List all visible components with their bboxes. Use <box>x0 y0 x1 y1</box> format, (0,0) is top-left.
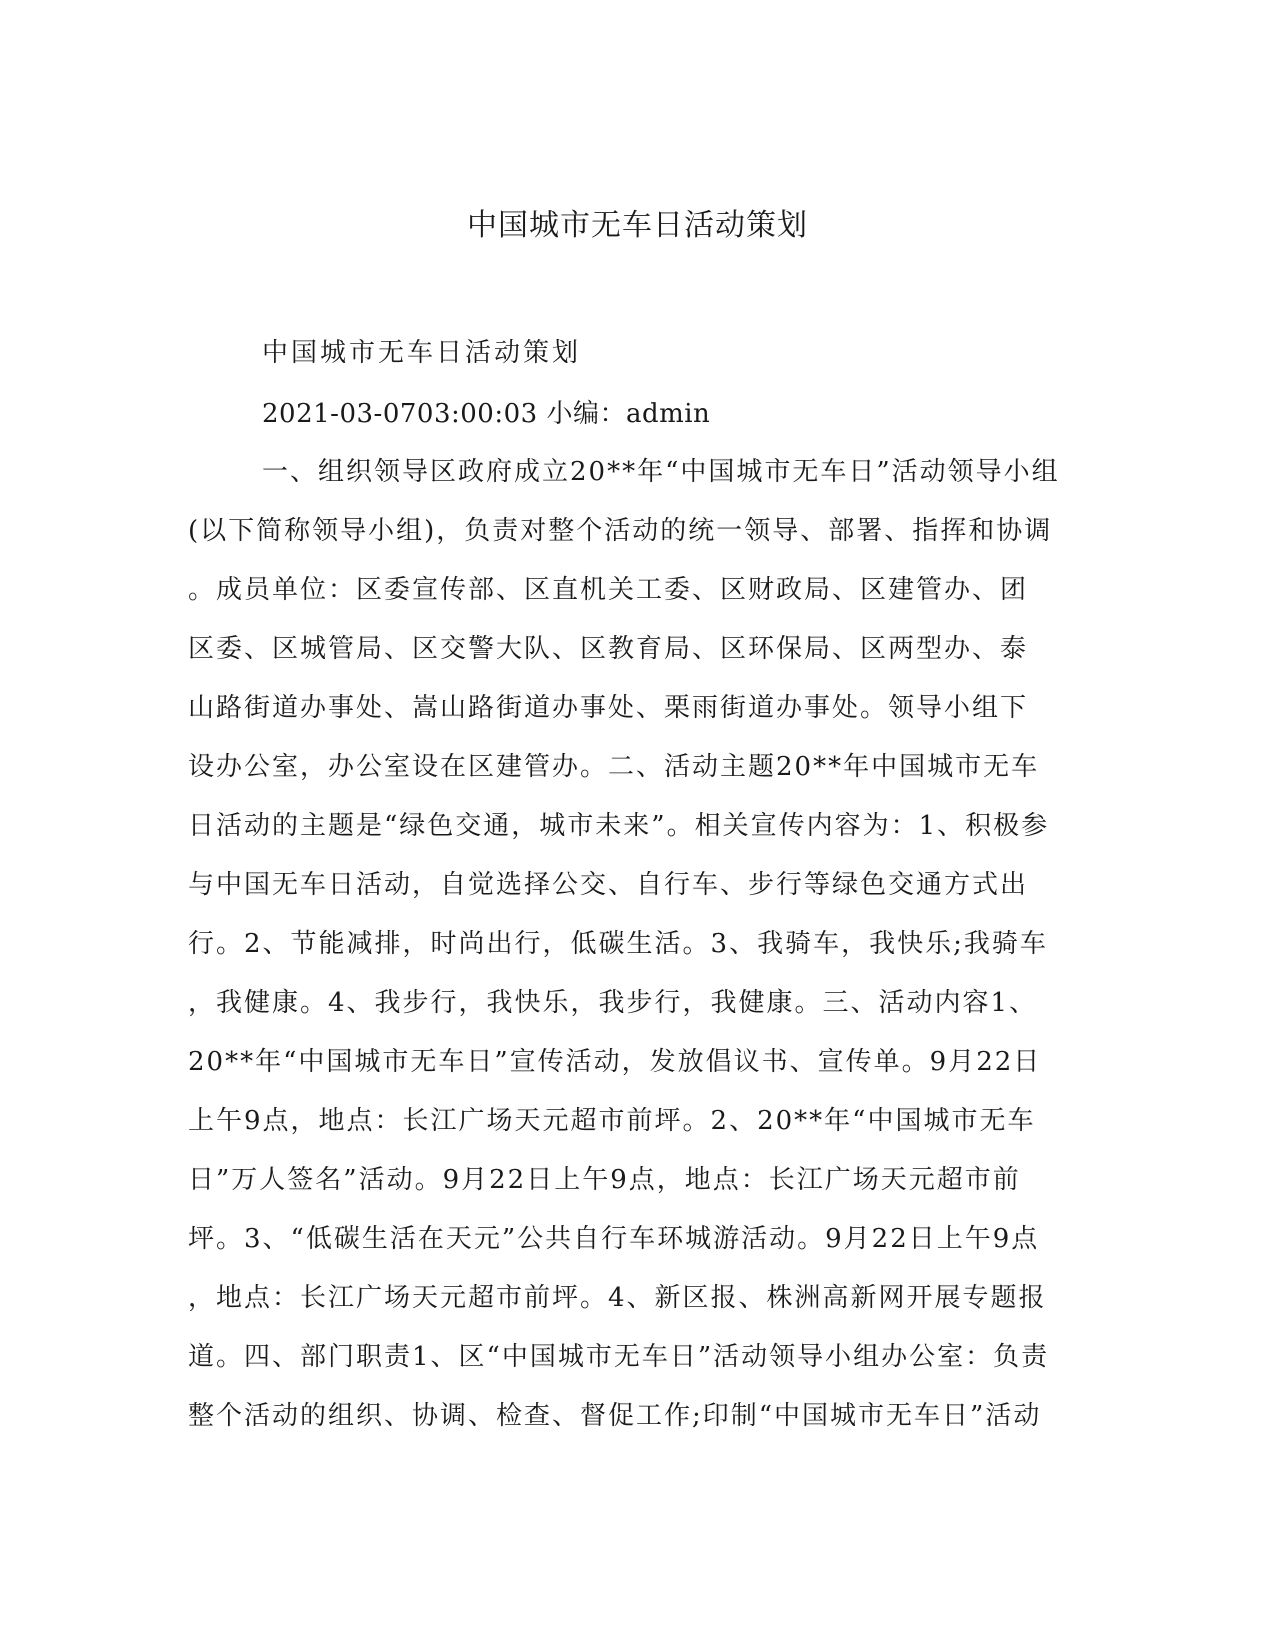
body-line: 日活动的主题是“绿色交通，城市未来”。相关宣传内容为：1、积极参 <box>188 811 1050 841</box>
body-line: 道。四、部门职责1、区“中国城市无车日”活动领导小组办公室：负责 <box>188 1342 1050 1372</box>
body-line: ，地点：长江广场天元超市前坪。4、新区报、株洲高新网开展专题报 <box>188 1283 1047 1313</box>
body-line: 20**年“中国城市无车日”宣传活动，发放倡议书、宣传单。9月22日 <box>188 1047 1042 1077</box>
body-line: 一、组织领导区政府成立20**年“中国城市无车日”活动领导小组 <box>262 457 1060 487</box>
body-line: (以下简称领导小组)，负责对整个活动的统一领导、部署、指挥和协调 <box>188 516 1053 546</box>
body-line: 山路街道办事处、嵩山路街道办事处、栗雨街道办事处。领导小组下 <box>188 693 1029 723</box>
body-line: 。成员单位：区委宣传部、区直机关工委、区财政局、区建管办、团 <box>188 575 1029 605</box>
body-line: ，我健康。4、我步行，我快乐，我步行，我健康。三、活动内容1、 <box>188 988 1038 1018</box>
document-subtitle: 中国城市无车日活动策划 <box>262 338 582 368</box>
body-line: 区委、区城管局、区交警大队、区教育局、区环保局、区两型办、泰 <box>188 634 1029 664</box>
body-line: 设办公室，办公室设在区建管办。二、活动主题20**年中国城市无车 <box>188 752 1040 782</box>
body-line: 上午9点，地点：长江广场天元超市前坪。2、20**年“中国城市无车 <box>188 1106 1036 1136</box>
document-meta: 2021-03-0703:00:03 小编：admin <box>262 399 711 429</box>
body-line: 与中国无车日活动，自觉选择公交、自行车、步行等绿色交通方式出 <box>188 870 1029 900</box>
body-line: 行。2、节能减排，时尚出行，低碳生活。3、我骑车，我快乐;我骑车 <box>188 929 1048 959</box>
document-title: 中国城市无车日活动策划 <box>467 208 808 243</box>
body-line: 日”万人签名”活动。9月22日上午9点，地点：长江广场天元超市前 <box>188 1165 1021 1195</box>
body-line: 整个活动的组织、协调、检查、督促工作;印制“中国城市无车日”活动 <box>188 1401 1042 1431</box>
body-line: 坪。3、“低碳生活在天元”公共自行车环城游活动。9月22日上午9点 <box>188 1224 1040 1254</box>
